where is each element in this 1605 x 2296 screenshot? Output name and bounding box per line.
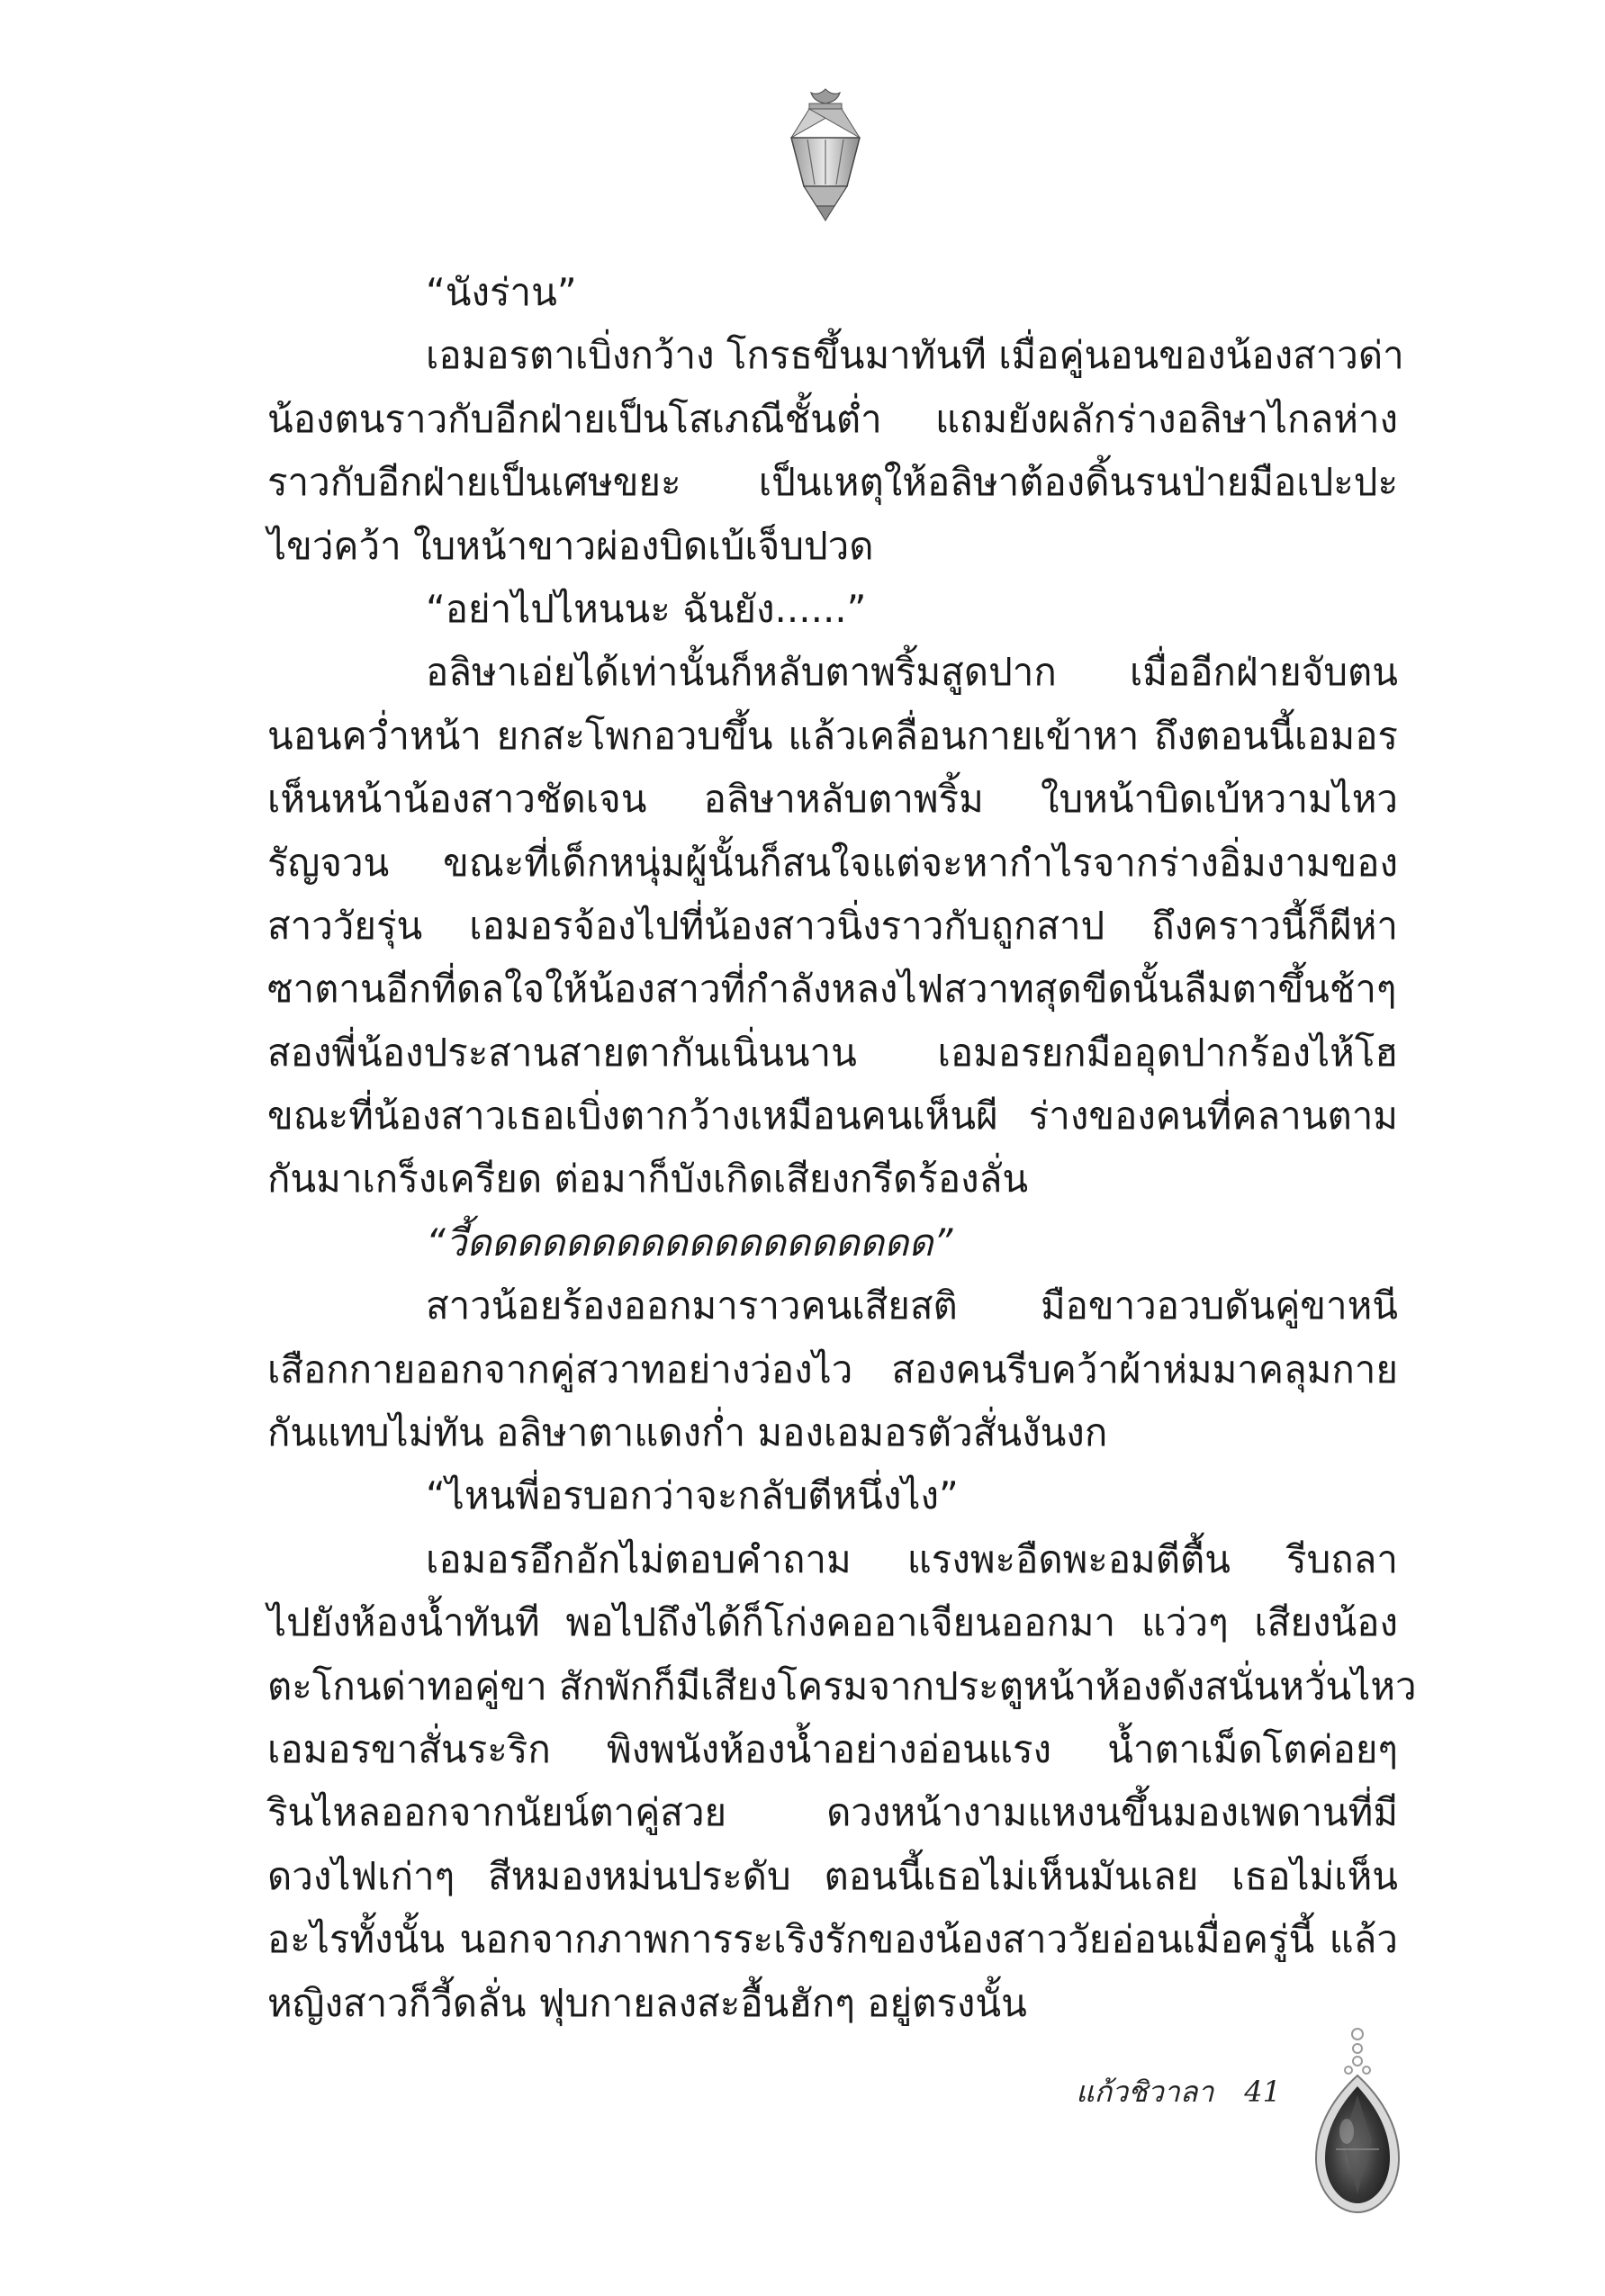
text-line: ขณะที่น้องสาวเธอเบิ่งตากว้างเหมือนคนเห็นผี ร่างของคนที่คลานตาม: [267, 1094, 1398, 1139]
text-line: ราวกับอีกฝ่ายเป็นเศษขยะ เป็นเหตุให้อลิษาต้องดิ้นรนป่ายมือเปะปะ: [267, 460, 1398, 505]
book-title: แก้วชิวาลา: [1076, 2074, 1214, 2109]
text-line: อลิษาเอ่ยได้เท่านั้นก็หลับตาพริ้มสูดปาก เมื่ออีกฝ่ายจับตน: [426, 650, 1398, 695]
text-line: รินไหลออกจากนัยน์ตาคู่สวย ดวงหน้างามแหงนขึ้นมองเพดานที่มี: [267, 1790, 1398, 1835]
text-line: “ไหนพี่อรบอกว่าจะกลับตีหนึ่งไง”: [426, 1473, 959, 1518]
page-footer: [1076, 2069, 1281, 2114]
lantern-icon: [775, 87, 876, 222]
gem-ornament: [1300, 2023, 1415, 2221]
text-line: น้องตนราวกับอีกฝ่ายเป็นโสเภณีชั้นต่ำ แถมยังผลักร่างอลิษาไกลห่าง: [267, 396, 1398, 441]
text-line: “อย่าไปไหนนะ ฉันยัง......”: [426, 586, 867, 631]
text-line: เอมอรขาสั่นระริก พิงพนังห้องน้ำอย่างอ่อนแรง น้ำตาเม็ดโตค่อยๆ: [267, 1726, 1398, 1771]
text-line: เอมอรอึกอักไม่ตอบคำถาม แรงพะอืดพะอมตีตื้น รีบถลา: [426, 1536, 1398, 1581]
text-line: ไขว่คว้า ใบหน้าขาวผ่องบิดเบ้เจ็บปวด: [267, 523, 874, 568]
text-line: กันมาเกร็งเครียด ต่อมาก็บังเกิดเสียงกรีดร้องลั่น: [267, 1157, 1029, 1202]
text-line: เอมอรตาเบิ่งกว้าง โกรธขึ้นมาทันที เมื่อคู่นอนของน้องสาวด่า: [426, 333, 1404, 378]
text-line: เสือกกายออกจากคู่สวาทอย่างว่องไว สองคนรีบคว้าผ้าห่มมาคลุมกาย: [267, 1346, 1398, 1391]
gem-pendant-icon: [1300, 2023, 1415, 2221]
body-text: [267, 261, 1417, 2035]
text-line: ดวงไฟเก่าๆ สีหมองหม่นประดับ ตอนนี้เธอไม่เห็นมันเลย เธอไม่เห็น: [267, 1853, 1398, 1898]
text-line: ซาตานอีกที่ดลใจให้น้องสาวที่กำลังหลงไฟสวาทสุดขีดนั้นลืมตาขึ้นช้าๆ: [267, 967, 1397, 1012]
lantern-ornament: [775, 87, 876, 222]
text-line: นอนคว่ำหน้า ยกสะโพกอวบขึ้น แล้วเคลื่อนกายเข้าหา ถึงตอนนี้เอมอร: [267, 713, 1398, 758]
text-line: สาวน้อยร้องออกมาราวคนเสียสติ มือขาวอวบดันคู่ขาหนี: [426, 1283, 1398, 1328]
text-line: “นังร่าน”: [426, 270, 577, 314]
text-line: กันแทบไม่ทัน อลิษาตาแดงก่ำ มองเอมอรตัวสั่นงันงก: [267, 1410, 1108, 1455]
text-line: “วี้ดดดดดดดดดดดดดดดดดดด”: [426, 1220, 953, 1265]
page-number: 41: [1244, 2075, 1281, 2109]
text-line: เห็นหน้าน้องสาวชัดเจน อลิษาหลับตาพริ้ม ใบหน้าบิดเบ้หวามไหว: [267, 777, 1398, 822]
text-line: ตะโกนด่าทอคู่ขา สักพักก็มีเสียงโครมจากประตูหน้าห้องดังสนั่นหวั่นไหว: [267, 1663, 1417, 1708]
text-line: อะไรทั้งนั้น นอกจากภาพการระเริงรักของน้องสาววัยอ่อนเมื่อครู่นี้ แล้ว: [267, 1917, 1398, 1962]
text-line: ไปยังห้องน้ำทันที พอไปถึงได้ก็โก่งคออาเจียนออกมา แว่วๆ เสียงน้อง: [267, 1600, 1398, 1645]
text-line: สาววัยรุ่น เอมอรจ้องไปที่น้องสาวนิ่งราวกับถูกสาป ถึงคราวนี้ก็ผีห่า: [267, 903, 1398, 948]
text-line: หญิงสาวก็วี้ดลั่น ฟุบกายลงสะอื้นฮักๆ อยู่ตรงนั้น: [267, 1980, 1027, 2025]
text-line: รัญจวน ขณะที่เด็กหนุ่มผู้นั้นก็สนใจแต่จะหากำไรจากร่างอิ่มงามของ: [267, 840, 1398, 885]
text-line: สองพี่น้องประสานสายตากันเนิ่นนาน เอมอรยกมืออุดปากร้องไห้โฮ: [267, 1030, 1398, 1075]
